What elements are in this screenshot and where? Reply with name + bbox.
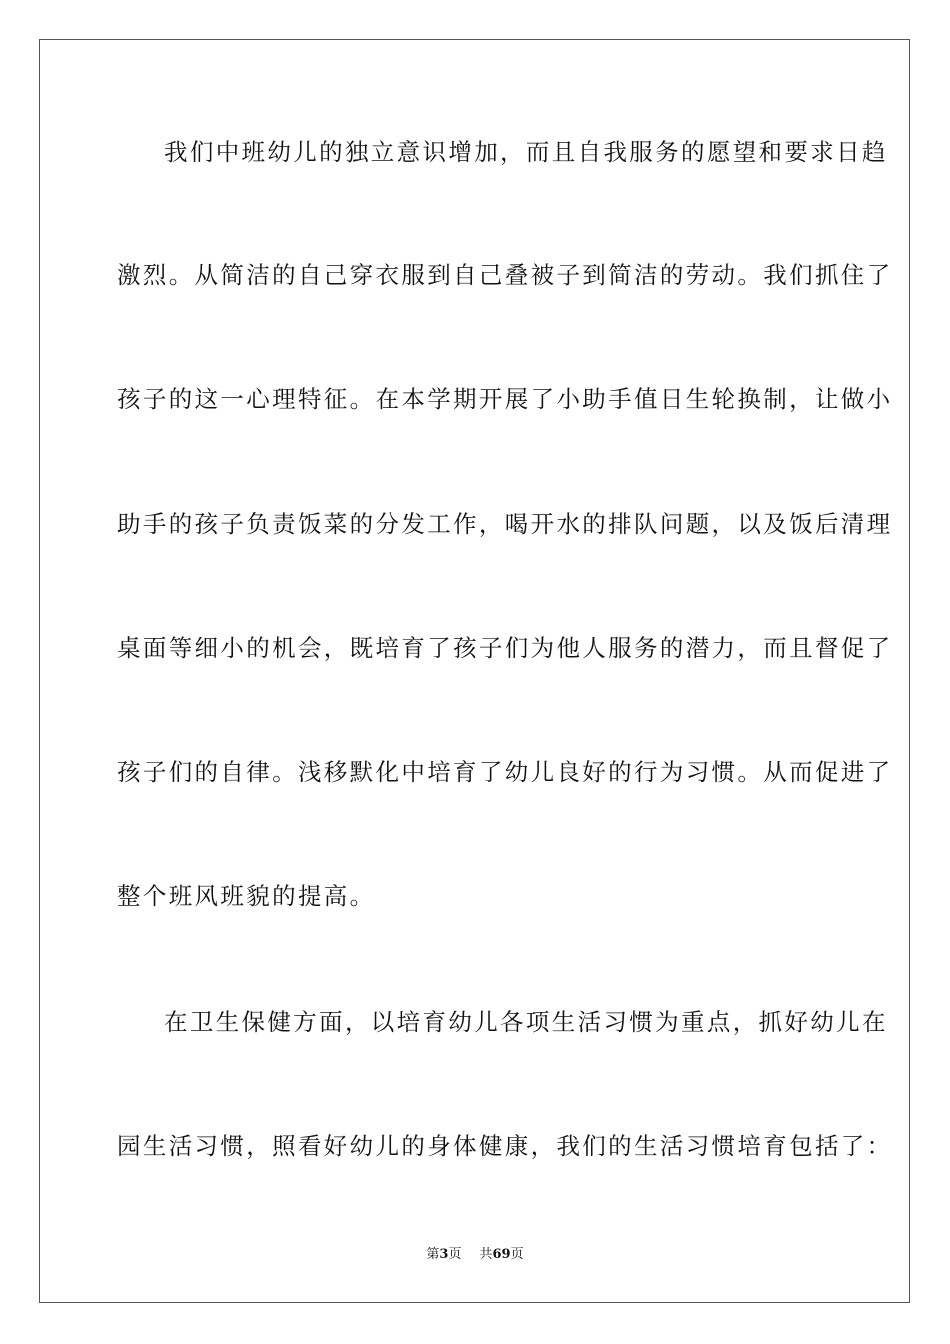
page-suffix: 页: [448, 1247, 462, 1262]
paragraph-line: 助手的孩子负责饭菜的分发工作，喝开水的排队问题，以及饭后清理: [117, 510, 893, 538]
paragraph-line: 激烈。从简洁的自己穿衣服到自己叠被子到简洁的劳动。我们抓住了: [117, 261, 893, 289]
paragraph-line: 园生活习惯，照看好幼儿的身体健康，我们的生活习惯培育包括了：: [117, 1132, 893, 1160]
paragraph-line: 孩子们的自律。浅移默化中培育了幼儿良好的行为习惯。从而促进了: [117, 758, 893, 786]
page-border: [39, 39, 910, 1303]
total-prefix: 共: [479, 1247, 493, 1262]
total-pages: 69: [492, 1247, 511, 1262]
paragraph-line: 整个班风班貌的提高。: [117, 882, 376, 910]
paragraph-line: 我们中班幼儿的独立意识增加，而且自我服务的愿望和要求日趋: [164, 138, 888, 166]
paragraph-line: 在卫生保健方面，以培育幼儿各项生活习惯为重点，抓好幼儿在: [164, 1008, 888, 1036]
page-number: 3: [439, 1247, 449, 1262]
page-prefix: 第: [426, 1247, 440, 1262]
page-footer: [0, 1246, 950, 1264]
total-suffix: 页: [510, 1247, 524, 1262]
paragraph-line: 桌面等细小的机会，既培育了孩子们为他人服务的潜力，而且督促了: [117, 634, 893, 662]
paragraph-line: 孩子的这一心理特征。在本学期开展了小助手值日生轮换制，让做小: [117, 385, 893, 413]
